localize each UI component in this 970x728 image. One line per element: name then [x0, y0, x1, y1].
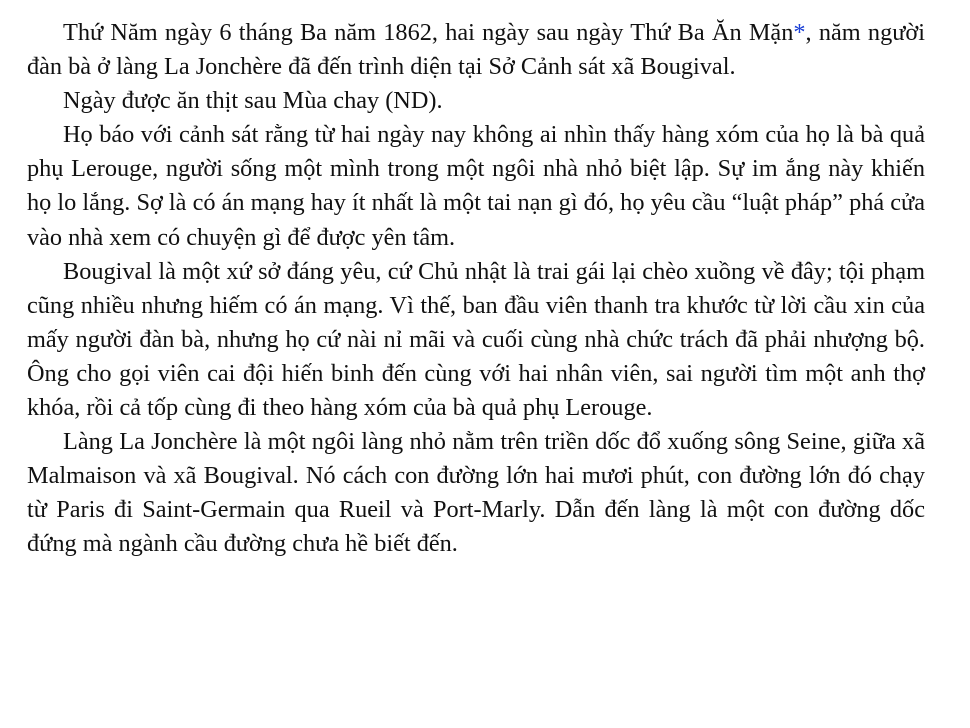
paragraph-5: Làng La Jonchère là một ngôi làng nhỏ nằm trên triền dốc đổ xuống sông Seine, giữa xã Malmaison và xã Bougival. Nó cách con đường lớn hai mươi phút, con đường lớn đó chạy từ Paris đi Saint-Germain qua Rueil và Port-Marly. Dẫn đến làng là một con đường dốc đứng mà ngành cầu đường chưa hề biết đến. — [27, 428, 925, 558]
paragraph-3: Họ báo với cảnh sát rằng từ hai ngày nay không ai nhìn thấy hàng xóm của họ là bà quả phụ Lerouge, người sống một mình trong một ngôi nhà nhỏ biệt lập. Sự im ắng này khiến họ lo lắng. Sợ là có án mạng hay ít nhất là một tai nạn gì đó, họ yêu cầu “luật pháp” phá cửa vào nhà xem có chuyện gì để được yên tâm. — [27, 121, 925, 251]
paragraph-1-text-continued: , năm người đàn bà ở làng La Jonchère đã đến trình diện tại Sở Cảnh sát xã Bougival. — [27, 19, 925, 81]
footnote-marker-link[interactable]: * — [793, 19, 806, 46]
paragraph-1 — [27, 16, 925, 84]
paragraph-1-text: Thứ Năm ngày 6 tháng Ba năm 1862, hai ngày sau ngày Thứ Ba Ăn Mặn — [63, 19, 794, 46]
document-page — [27, 16, 925, 562]
paragraph-4: Bougival là một xứ sở đáng yêu, cứ Chủ nhật là trai gái lại chèo xuồng về đây; tội phạm cũng nhiều nhưng hiếm có án mạng. Vì thế, ban đầu viên thanh tra khước từ lời cầu xin của mấy người đàn bà, nhưng họ cứ nài nỉ mãi và cuối cùng nhà chức trách đã phải nhượng bộ. Ông cho gọi viên cai đội hiến binh đến cùng với hai nhân viên, sai người tìm một anh thợ khóa, rồi cả tốp cùng đi theo hàng xóm của bà quả phụ Lerouge. — [27, 257, 925, 422]
footnote-paragraph: Ngày được ăn thịt sau Mùa chay (ND). — [63, 87, 443, 115]
